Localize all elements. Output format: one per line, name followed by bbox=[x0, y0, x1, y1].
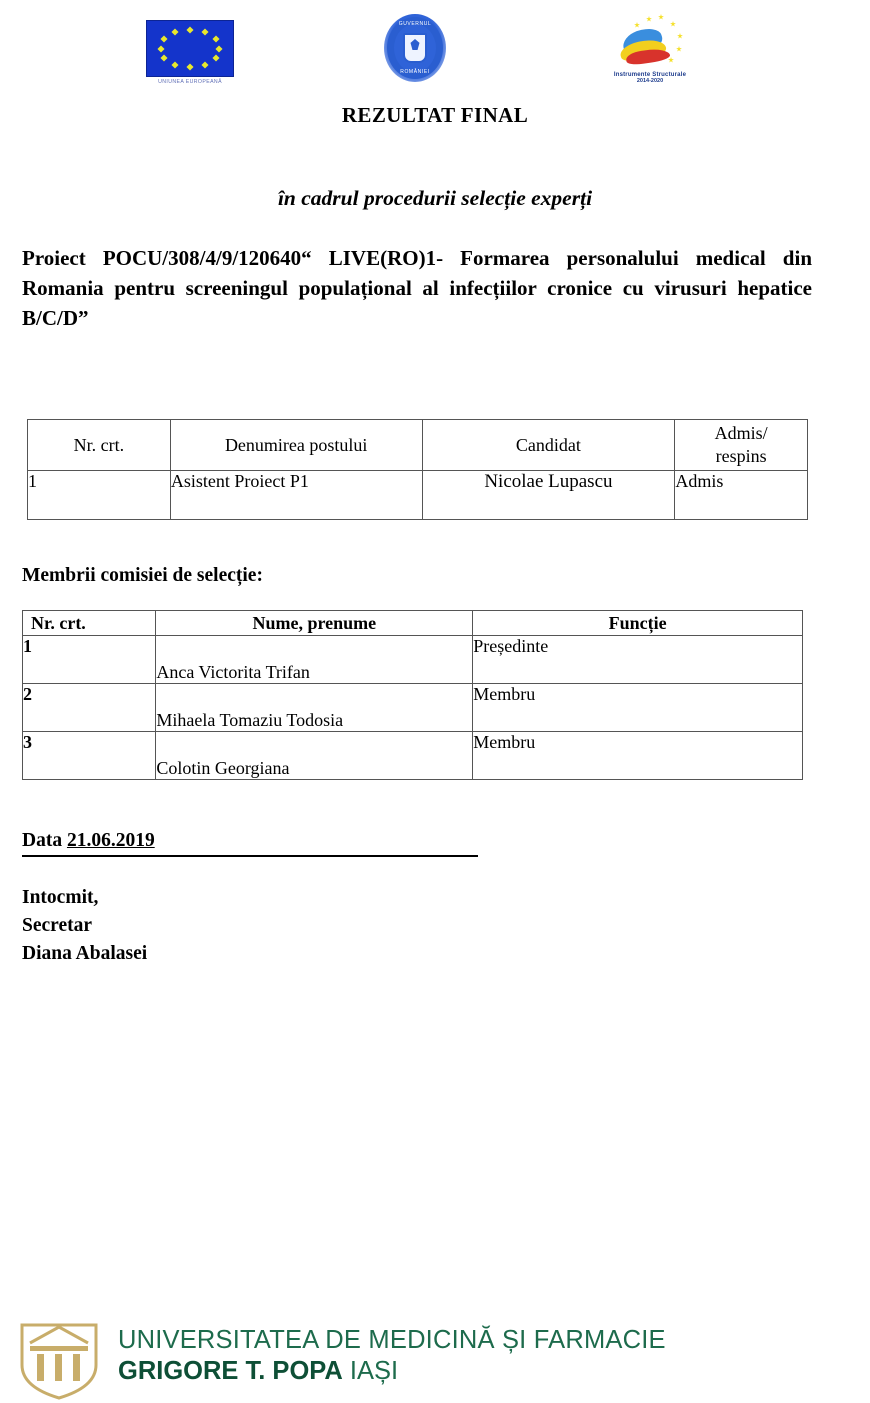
government-seal-icon bbox=[384, 14, 446, 82]
committee-cell-nr: 2 bbox=[23, 684, 156, 732]
umf-name: GRIGORE T. POPA bbox=[118, 1357, 343, 1385]
committee-heading: Membrii comisiei de selecție: bbox=[22, 565, 263, 586]
committee-cell-name: Anca Victorita Trifan bbox=[156, 636, 473, 684]
results-header-candidate: Candidat bbox=[422, 420, 675, 471]
eu-flag-icon bbox=[146, 20, 234, 77]
table-row bbox=[23, 732, 803, 780]
signature-block bbox=[22, 884, 147, 968]
table-row bbox=[23, 636, 803, 684]
results-cell-nr: 1 bbox=[28, 471, 171, 520]
committee-cell-name: Mihaela Tomaziu Todosia bbox=[156, 684, 473, 732]
logo-bar bbox=[0, 8, 870, 93]
committee-cell-nr: 3 bbox=[23, 732, 156, 780]
committee-cell-role: Membru bbox=[473, 684, 803, 732]
results-table bbox=[27, 419, 808, 520]
structural-instruments-period: 2014-2020 bbox=[636, 78, 664, 84]
university-footer bbox=[18, 1315, 668, 1401]
umf-university-line: UNIVERSITATEA DE MEDICINĂ ȘI FARMACIE bbox=[118, 1326, 666, 1354]
eu-logo-caption: UNIUNEA EUROPEANĂ bbox=[158, 79, 222, 85]
signatory-name: Diana Abalasei bbox=[22, 943, 148, 964]
committee-cell-role: Membru bbox=[473, 732, 803, 780]
table-header-row bbox=[28, 420, 808, 471]
results-header-status-line1: Admis/ bbox=[714, 423, 768, 443]
table-row bbox=[23, 684, 803, 732]
page-title: REZULTAT FINAL bbox=[341, 103, 529, 127]
committee-cell-nr: 1 bbox=[23, 636, 156, 684]
umf-shield-icon bbox=[18, 1317, 100, 1401]
results-header-status bbox=[675, 420, 808, 471]
prepared-by-label: Intocmit, bbox=[22, 887, 99, 908]
committee-header-nr: Nr. crt. bbox=[23, 611, 156, 636]
government-seal-top-text: GUVERNUL bbox=[398, 21, 432, 27]
table-row bbox=[28, 471, 808, 520]
results-cell-post: Asistent Proiect P1 bbox=[170, 471, 422, 520]
project-description: Proiect POCU/308/4/9/120640“ LIVE(RO)1- Formarea personalului medical din Romania pentru screeningul populațional al infecțiilor cronice cu virusuri hepatice B/C/D” bbox=[22, 246, 812, 330]
structural-instruments-caption: Instrumente Structurale bbox=[613, 72, 687, 78]
committee-table bbox=[22, 610, 803, 780]
umf-name-line bbox=[118, 1355, 666, 1387]
government-seal-bottom-text: ROMÂNIEI bbox=[400, 69, 430, 75]
results-cell-candidate: Nicolae Lupascu bbox=[422, 471, 675, 520]
structural-instruments-icon bbox=[610, 14, 690, 72]
document-subtitle: în cadrul procedurii selecție experți bbox=[277, 186, 593, 210]
table-header-row bbox=[23, 611, 803, 636]
results-header-post: Denumirea postului bbox=[170, 420, 422, 471]
umf-city: IAȘI bbox=[349, 1357, 399, 1385]
structural-instruments-logo bbox=[596, 14, 704, 84]
committee-cell-role: Președinte bbox=[473, 636, 803, 684]
date-label: Data bbox=[22, 830, 63, 851]
committee-cell-name: Colotin Georgiana bbox=[156, 732, 473, 780]
committee-header-role: Funcție bbox=[473, 611, 803, 636]
romanian-government-logo bbox=[381, 14, 449, 82]
results-header-nr: Nr. crt. bbox=[28, 420, 171, 471]
results-cell-status: Admis bbox=[675, 471, 808, 520]
committee-header-name: Nume, prenume bbox=[156, 611, 473, 636]
umf-text-block bbox=[118, 1325, 666, 1387]
results-header-status-line2: respins bbox=[715, 446, 767, 466]
eu-flag-logo bbox=[141, 20, 239, 85]
date-line bbox=[22, 830, 478, 857]
signatory-role: Secretar bbox=[22, 915, 93, 936]
date-value: 21.06.2019 bbox=[66, 830, 155, 851]
